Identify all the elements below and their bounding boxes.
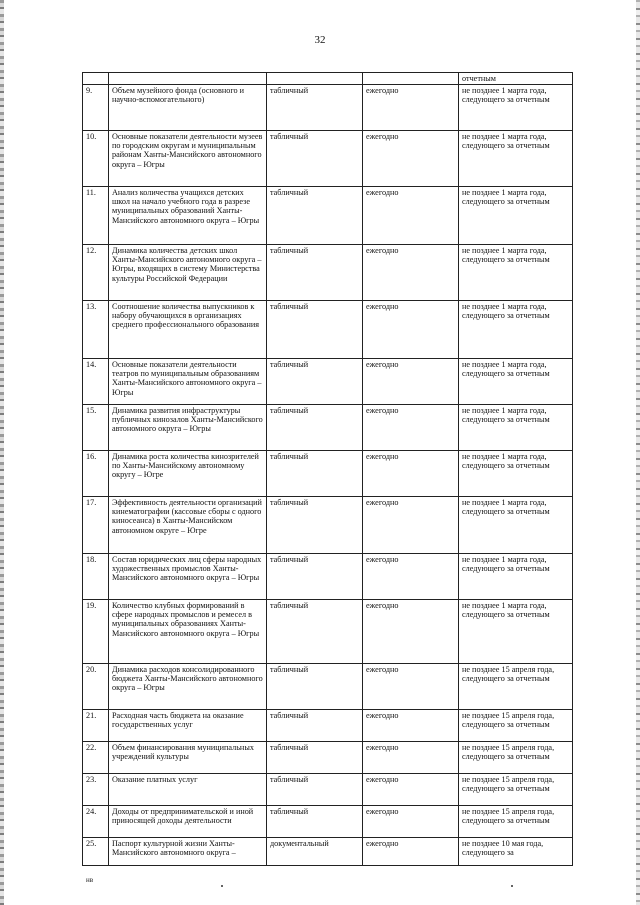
row-number: 9. xyxy=(83,85,109,131)
table-row xyxy=(83,600,573,664)
report-period: ежегодно xyxy=(363,405,459,451)
scan-edge-left xyxy=(0,0,4,905)
report-form: табличный xyxy=(267,664,363,710)
table-row xyxy=(83,554,573,600)
report-deadline: отчетным xyxy=(459,73,573,85)
report-period: ежегодно xyxy=(363,245,459,301)
report-form: табличный xyxy=(267,554,363,600)
footer-dot xyxy=(511,885,513,887)
report-name: Объем финансирования муниципальных учреждений культуры xyxy=(109,742,267,774)
table-row xyxy=(83,710,573,742)
report-name: Основные показатели деятельности музеев по городским округам и муниципальным районам Ханты-Мансийского автономного округа – Югры xyxy=(109,131,267,187)
table-row xyxy=(83,245,573,301)
report-period: ежегодно xyxy=(363,806,459,838)
page-number: 32 xyxy=(314,34,326,46)
row-number: 13. xyxy=(83,301,109,359)
row-number: 22. xyxy=(83,742,109,774)
report-period: ежегодно xyxy=(363,554,459,600)
report-name: Динамика роста количества кинозрителей по Ханты-Мансийскому автономному округу – Югре xyxy=(109,451,267,497)
report-name: Расходная часть бюджета на оказание государственных услуг xyxy=(109,710,267,742)
row-number: 17. xyxy=(83,497,109,554)
report-period: ежегодно xyxy=(363,85,459,131)
report-deadline: не позднее 1 марта года, следующего за отчетным xyxy=(459,497,573,554)
report-period: ежегодно xyxy=(363,497,459,554)
row-number: 16. xyxy=(83,451,109,497)
report-form: табличный xyxy=(267,806,363,838)
report-name: Оказание платных услуг xyxy=(109,774,267,806)
report-deadline: не позднее 15 апреля года, следующего за отчетным xyxy=(459,664,573,710)
report-deadline: не позднее 15 апреля года, следующего за отчетным xyxy=(459,774,573,806)
table-row xyxy=(83,85,573,131)
report-deadline: не позднее 10 мая года, следующего за xyxy=(459,838,573,866)
report-deadline: не позднее 1 марта года, следующего за отчетным xyxy=(459,359,573,405)
table-row xyxy=(83,451,573,497)
report-name: Объем музейного фонда (основного и научно-вспомогательного) xyxy=(109,85,267,131)
row-number: 23. xyxy=(83,774,109,806)
report-form: табличный xyxy=(267,451,363,497)
row-number: 15. xyxy=(83,405,109,451)
report-deadline: не позднее 1 марта года, следующего за отчетным xyxy=(459,600,573,664)
report-deadline: не позднее 1 марта года, следующего за отчетным xyxy=(459,187,573,245)
report-deadline: не позднее 1 марта года, следующего за отчетным xyxy=(459,451,573,497)
table-row xyxy=(83,806,573,838)
report-deadline: не позднее 1 марта года, следующего за отчетным xyxy=(459,554,573,600)
report-deadline: не позднее 15 апреля года, следующего за отчетным xyxy=(459,806,573,838)
report-form: табличный xyxy=(267,131,363,187)
report-period: ежегодно xyxy=(363,301,459,359)
table-row xyxy=(83,405,573,451)
report-period: ежегодно xyxy=(363,131,459,187)
table-row xyxy=(83,131,573,187)
report-period: ежегодно xyxy=(363,838,459,866)
table-row xyxy=(83,664,573,710)
report-form: табличный xyxy=(267,85,363,131)
report-form: табличный xyxy=(267,774,363,806)
report-period: ежегодно xyxy=(363,774,459,806)
report-period xyxy=(363,73,459,85)
report-deadline: не позднее 15 апреля года, следующего за отчетным xyxy=(459,710,573,742)
report-form xyxy=(267,73,363,85)
row-number: 18. xyxy=(83,554,109,600)
table-row xyxy=(83,497,573,554)
table-row xyxy=(83,187,573,245)
footer-dot xyxy=(221,885,223,887)
report-period: ежегодно xyxy=(363,742,459,774)
report-period: ежегодно xyxy=(363,451,459,497)
row-number: 19. xyxy=(83,600,109,664)
report-form: документальный xyxy=(267,838,363,866)
report-name: Анализ количества учащихся детских школ на начало учебного года в разрезе муниципальных образований Ханты-Мансийского автономного округа – Югры xyxy=(109,187,267,245)
row-number: 25. xyxy=(83,838,109,866)
report-table xyxy=(82,72,573,866)
report-deadline: не позднее 1 марта года, следующего за отчетным xyxy=(459,245,573,301)
report-form: табличный xyxy=(267,710,363,742)
report-deadline: не позднее 1 марта года, следующего за отчетным xyxy=(459,301,573,359)
report-name: Эффективность деятельности организаций кинематографии (кассовые сборы с одного киносеанса) в Ханты-Мансийском автономном округе – Югре xyxy=(109,497,267,554)
report-name: Соотношение количества выпускников к набору обучающихся в организациях среднего профессионального образования xyxy=(109,301,267,359)
row-number: 21. xyxy=(83,710,109,742)
report-name: Динамика расходов консолидированного бюджета Ханты-Мансийского автономного округа – Югры xyxy=(109,664,267,710)
row-number: 20. xyxy=(83,664,109,710)
report-name: Паспорт культурной жизни Ханты-Мансийского автономного округа – xyxy=(109,838,267,866)
report-period: ежегодно xyxy=(363,600,459,664)
report-period: ежегодно xyxy=(363,710,459,742)
report-name: Состав юридических лиц сферы народных художественных промыслов Ханты-Мансийского автономного округа – Югры xyxy=(109,554,267,600)
table-row xyxy=(83,301,573,359)
row-number: 11. xyxy=(83,187,109,245)
report-deadline: не позднее 15 апреля года, следующего за отчетным xyxy=(459,742,573,774)
report-form: табличный xyxy=(267,245,363,301)
row-number: 12. xyxy=(83,245,109,301)
report-deadline: не позднее 1 марта года, следующего за отчетным xyxy=(459,85,573,131)
report-name: Динамика развития инфраструктуры публичных кинозалов Ханты-Мансийского автономного округа – Югры xyxy=(109,405,267,451)
report-period: ежегодно xyxy=(363,187,459,245)
table-row xyxy=(83,774,573,806)
table-row xyxy=(83,742,573,774)
report-deadline: не позднее 1 марта года, следующего за отчетным xyxy=(459,131,573,187)
row-number: 24. xyxy=(83,806,109,838)
table-row xyxy=(83,838,573,866)
report-form: табличный xyxy=(267,187,363,245)
report-form: табличный xyxy=(267,359,363,405)
report-form: табличный xyxy=(267,301,363,359)
row-number xyxy=(83,73,109,85)
report-form: табличный xyxy=(267,600,363,664)
report-form: табличный xyxy=(267,405,363,451)
scan-edge-right xyxy=(636,0,640,905)
report-deadline: не позднее 1 марта года, следующего за отчетным xyxy=(459,405,573,451)
table-row xyxy=(83,359,573,405)
report-name: Основные показатели деятельности театров по муниципальным образованиям Ханты-Мансийского автономного округа – Югры xyxy=(109,359,267,405)
report-name: Доходы от предпринимательской и иной приносящей доходы деятельности xyxy=(109,806,267,838)
report-name: Количество клубных формирований в сфере народных промыслов и ремесел в муниципальных образованиях Ханты-Мансийского автономного округа – Югры xyxy=(109,600,267,664)
report-name xyxy=(109,73,267,85)
report-period: ежегодно xyxy=(363,664,459,710)
report-form: табличный xyxy=(267,497,363,554)
report-period: ежегодно xyxy=(363,359,459,405)
row-number: 10. xyxy=(83,131,109,187)
table-row-continuation xyxy=(83,73,573,85)
footer-mark: нв xyxy=(86,876,94,884)
report-form: табличный xyxy=(267,742,363,774)
row-number: 14. xyxy=(83,359,109,405)
report-name: Динамика количества детских школ Ханты-Мансийского автономного округа – Югры, входящих в систему Министерства культуры Российской Федерации xyxy=(109,245,267,301)
